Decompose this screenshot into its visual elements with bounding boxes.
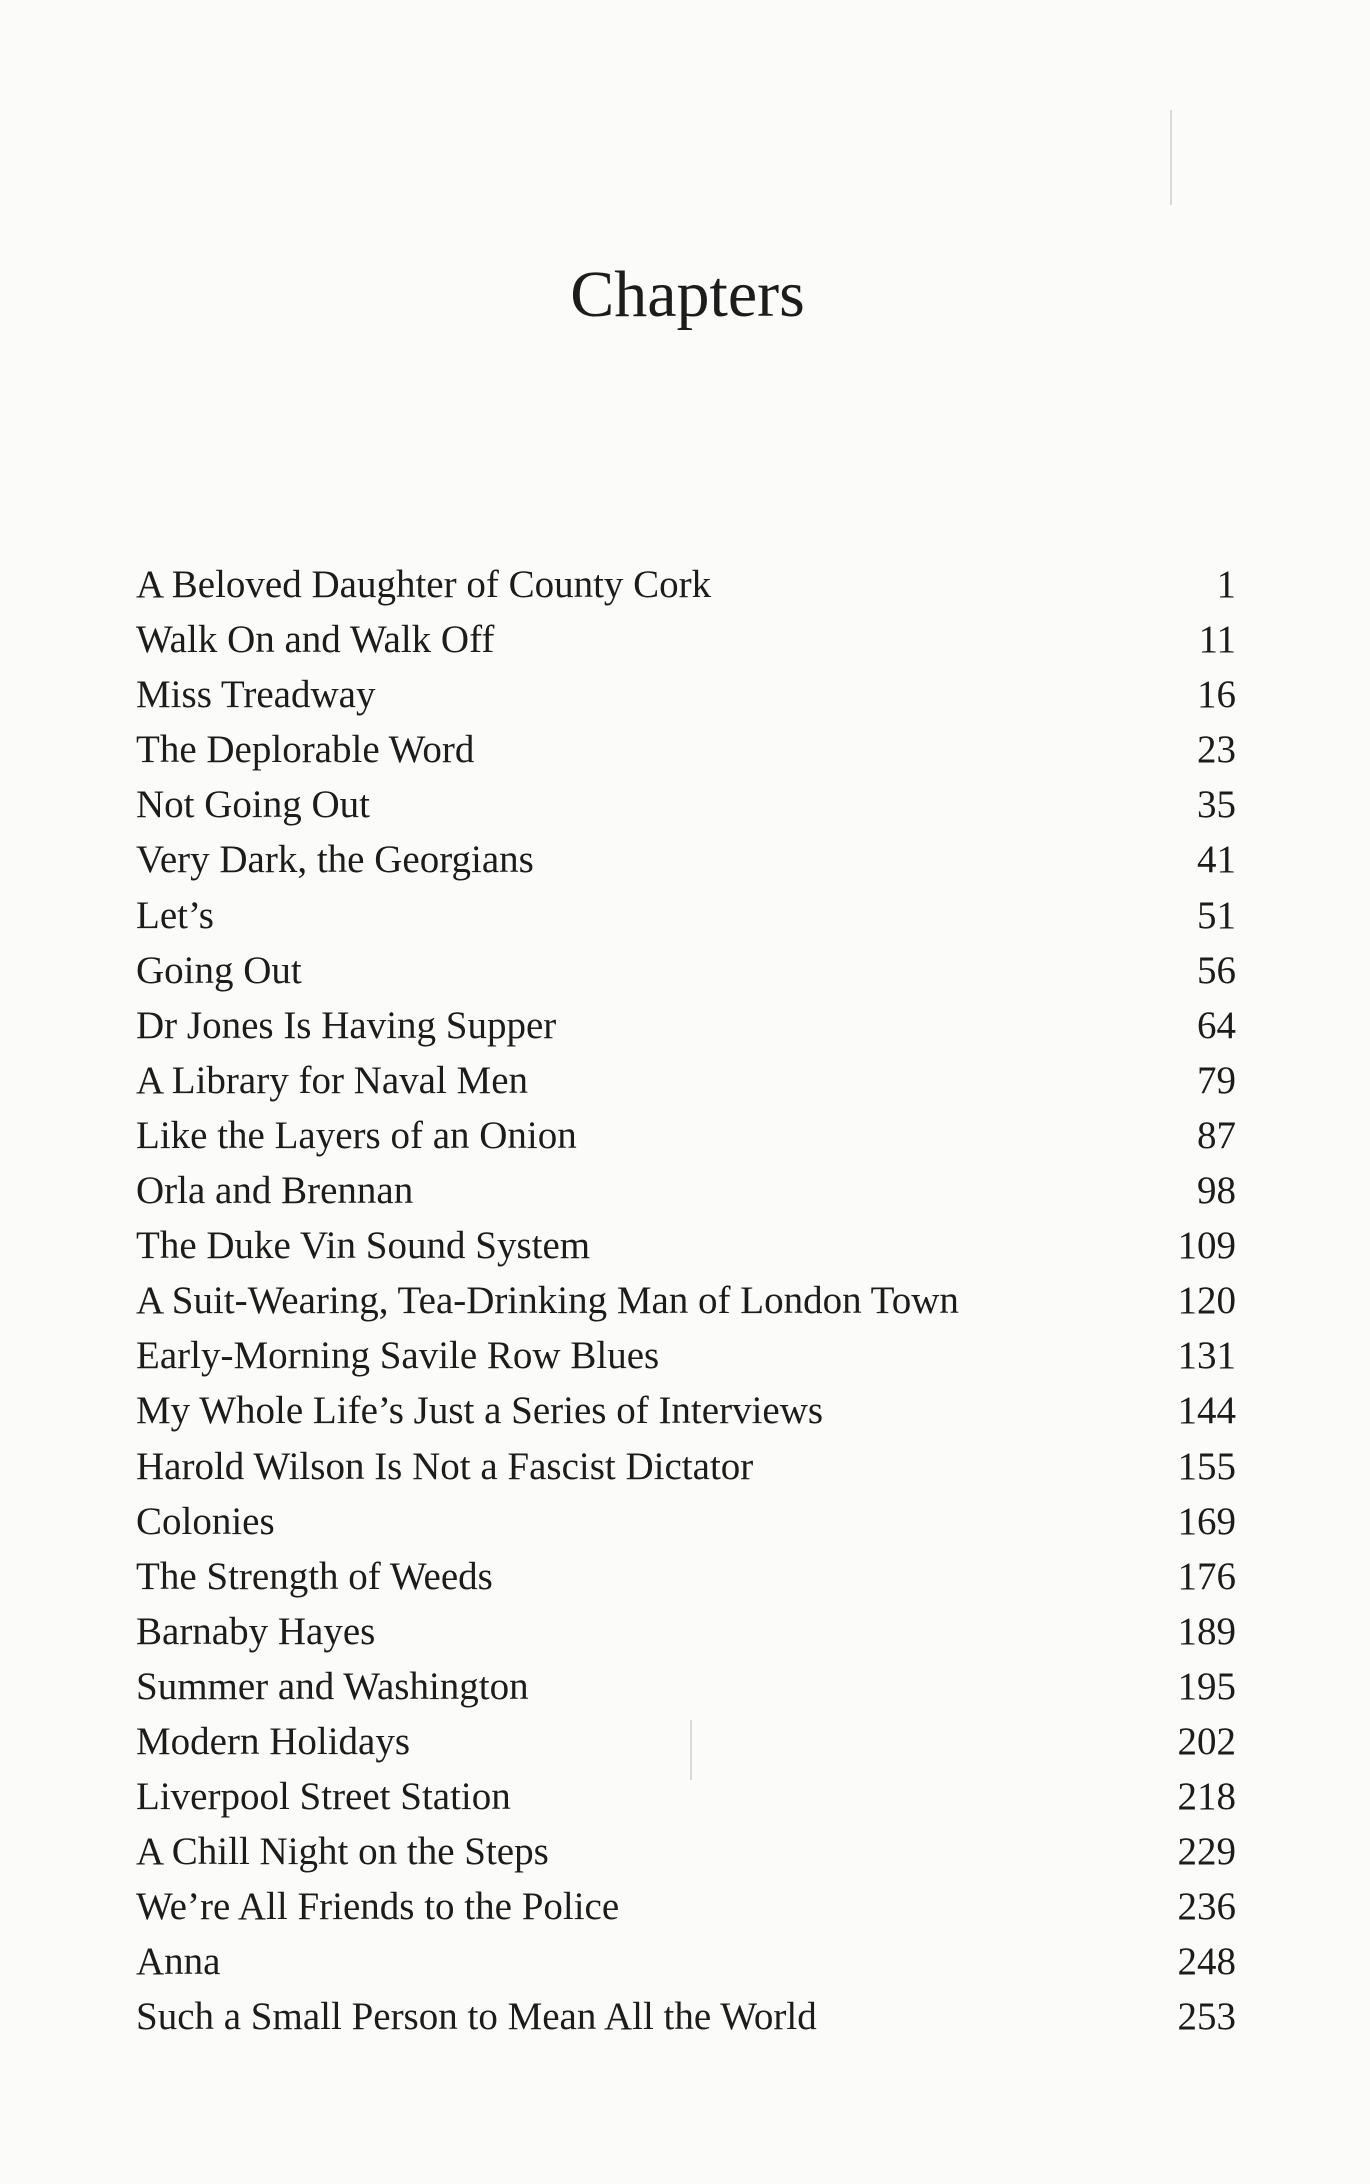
chapter-entry	[136, 888, 1236, 943]
chapter-page-number: 11	[1198, 618, 1236, 662]
chapter-entry	[136, 1549, 1236, 1604]
chapter-entry	[136, 1163, 1236, 1218]
chapter-page-number: 23	[1197, 728, 1236, 772]
chapter-page-number: 176	[1177, 1554, 1236, 1598]
chapter-title: The Duke Vin Sound System	[136, 1224, 591, 1268]
chapter-page-number: 195	[1177, 1664, 1236, 1708]
chapter-page-number: 41	[1197, 838, 1236, 882]
chapter-entry	[136, 1659, 1236, 1714]
chapter-title: Summer and Washington	[136, 1664, 529, 1708]
chapter-entry	[136, 1053, 1236, 1108]
chapter-entry	[136, 1714, 1236, 1769]
chapter-title: We’re All Friends to the Police	[136, 1885, 620, 1929]
chapter-entry	[136, 1328, 1236, 1383]
chapter-entry	[136, 722, 1236, 777]
chapter-title: Orla and Brennan	[136, 1169, 414, 1213]
chapter-page-number: 236	[1177, 1885, 1236, 1929]
chapter-page-number: 155	[1177, 1444, 1236, 1488]
scan-mark	[690, 1720, 692, 1780]
chapter-page-number: 64	[1197, 1003, 1236, 1047]
chapter-entry	[136, 1769, 1236, 1824]
chapter-entry	[136, 1439, 1236, 1494]
chapter-title: A Library for Naval Men	[136, 1058, 529, 1102]
chapter-title: Like the Layers of an Onion	[136, 1113, 577, 1157]
chapter-title: The Strength of Weeds	[136, 1554, 493, 1598]
chapter-page-number: 169	[1177, 1499, 1236, 1543]
chapter-title: A Suit-Wearing, Tea-Drinking Man of London Town	[136, 1279, 959, 1323]
chapter-entry	[136, 1218, 1236, 1273]
chapter-entry	[136, 1879, 1236, 1934]
scan-mark	[1170, 110, 1172, 205]
chapter-page-number: 56	[1197, 948, 1236, 992]
chapter-page-number: 253	[1177, 1995, 1236, 2039]
chapter-entry	[136, 612, 1236, 667]
chapter-title: Modern Holidays	[136, 1719, 411, 1763]
chapter-title: Walk On and Walk Off	[136, 618, 495, 662]
chapter-title: Very Dark, the Georgians	[136, 838, 534, 882]
chapter-title: My Whole Life’s Just a Series of Interviews	[136, 1389, 824, 1433]
chapter-entry	[136, 1383, 1236, 1438]
chapter-title: The Deplorable Word	[136, 728, 475, 772]
table-of-contents	[136, 557, 1236, 2045]
chapter-page-number: 248	[1177, 1940, 1236, 1984]
chapter-title: Dr Jones Is Having Supper	[136, 1003, 557, 1047]
chapter-page-number: 1	[1216, 563, 1236, 606]
chapter-page-number: 98	[1197, 1169, 1236, 1213]
chapter-page-number: 120	[1177, 1279, 1236, 1323]
chapter-page-number: 144	[1177, 1389, 1236, 1433]
chapter-entry	[136, 1273, 1236, 1328]
chapter-title: Liverpool Street Station	[136, 1775, 511, 1819]
chapter-title: Going Out	[136, 948, 302, 992]
chapter-title: Miss Treadway	[136, 673, 376, 717]
chapter-title: A Chill Night on the Steps	[136, 1830, 549, 1874]
chapter-page-number: 202	[1177, 1719, 1236, 1763]
chapter-page-number: 189	[1177, 1609, 1236, 1653]
chapter-title: Anna	[136, 1940, 221, 1984]
chapter-entry	[136, 1824, 1236, 1879]
chapter-title: Barnaby Hayes	[136, 1609, 376, 1653]
chapter-entry	[136, 1494, 1236, 1549]
chapter-title: Such a Small Person to Mean All the World	[136, 1995, 817, 2039]
page-title: Chapters	[570, 258, 805, 331]
chapter-title: Early-Morning Savile Row Blues	[136, 1334, 660, 1378]
chapter-page-number: 79	[1197, 1058, 1236, 1102]
chapter-entry	[136, 943, 1236, 998]
chapter-page-number: 51	[1197, 893, 1236, 937]
chapter-entry	[136, 998, 1236, 1053]
chapter-title: A Beloved Daughter of County Cork	[136, 563, 712, 606]
chapter-page-number: 87	[1197, 1113, 1236, 1157]
chapter-entry	[136, 557, 1236, 612]
chapter-entry	[136, 1108, 1236, 1163]
chapter-entry	[136, 667, 1236, 722]
chapter-page-number: 35	[1197, 783, 1236, 827]
chapter-entry	[136, 832, 1236, 887]
chapter-title: Not Going Out	[136, 783, 370, 827]
chapter-page-number: 109	[1177, 1224, 1236, 1268]
chapter-page-number: 16	[1197, 673, 1236, 717]
chapter-title: Colonies	[136, 1499, 275, 1543]
chapter-page-number: 131	[1177, 1334, 1236, 1378]
chapter-entry	[136, 1934, 1236, 1989]
chapter-entry	[136, 777, 1236, 832]
chapter-page-number: 229	[1177, 1830, 1236, 1874]
chapter-entry	[136, 1989, 1236, 2044]
chapter-page-number: 218	[1177, 1775, 1236, 1819]
chapter-title: Let’s	[136, 893, 214, 937]
chapter-entry	[136, 1604, 1236, 1659]
chapter-title: Harold Wilson Is Not a Fascist Dictator	[136, 1444, 754, 1488]
